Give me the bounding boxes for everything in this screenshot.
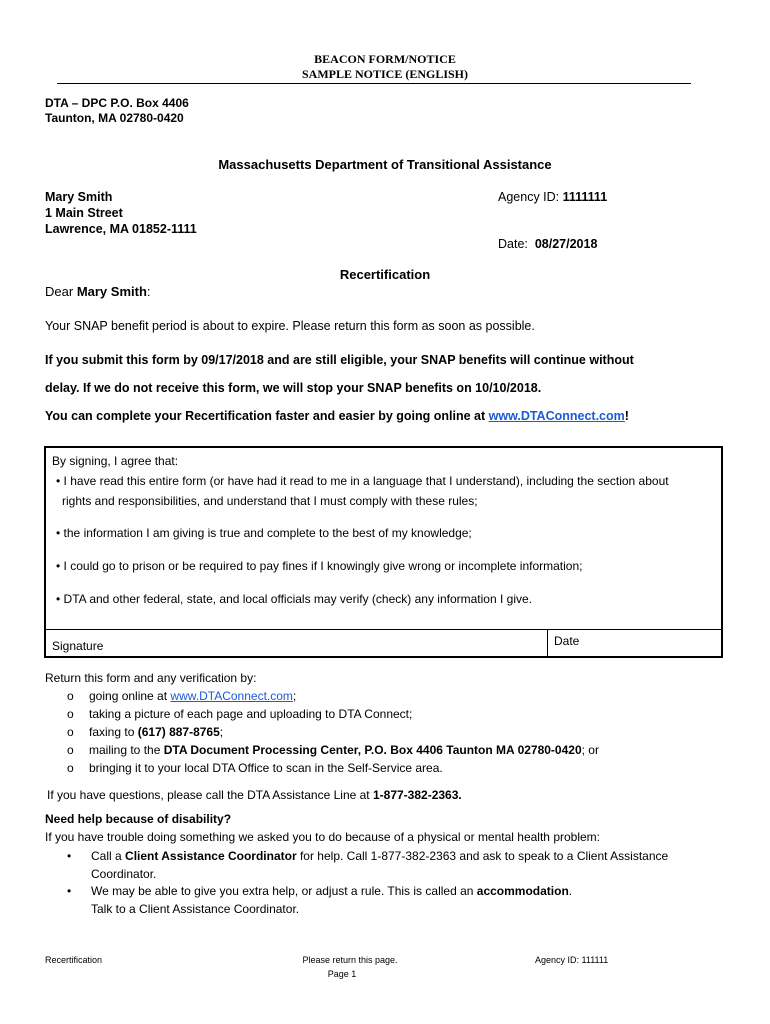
sender-address-line1: DTA – DPC P.O. Box 4406: [45, 96, 189, 110]
online-paragraph-suffix: !: [624, 409, 629, 423]
footer-form-name: Recertification: [45, 955, 103, 965]
agency-id-label: Agency ID:: [498, 190, 560, 204]
return-option-upload-text: taking a picture of each page and uploading to DTA Connect;: [89, 707, 413, 721]
recipient-city: Lawrence, MA 01852-1111: [45, 222, 197, 236]
form-header-subtitle: SAMPLE NOTICE (ENGLISH): [301, 67, 469, 81]
bullet-icon: •: [67, 849, 72, 863]
sender-address-line2: Taunton, MA 02780-0420: [45, 111, 184, 125]
disability-bullet-2-text: We may be able to give you extra help, or adjust a rule. This is called an: [91, 884, 474, 898]
return-option-mail-suffix: ; or: [581, 743, 599, 757]
signature-date-divider: [547, 629, 548, 656]
online-paragraph-text: You can complete your Recertification faster and easier by going online at: [45, 409, 486, 423]
signature-divider: [46, 629, 721, 630]
fax-number: (617) 887-8765: [137, 725, 220, 739]
bullet-icon: •: [56, 559, 61, 573]
return-option-fax-text: faxing to: [89, 725, 135, 739]
bullet-icon: •: [56, 526, 61, 540]
disability-bullet-2-suffix: .: [568, 884, 573, 898]
greeting-name: Mary Smith: [76, 284, 147, 299]
assistance-phone: 1-877-382-2363.: [372, 788, 462, 802]
date-label: Date:: [498, 237, 528, 251]
form-header-title: BEACON FORM/NOTICE: [314, 52, 456, 66]
return-intro: Return this form and any verification by:: [45, 671, 257, 685]
date-value: 08/27/2018: [534, 237, 598, 251]
disability-bullet-2: [67, 884, 572, 898]
date-field: [498, 237, 597, 251]
return-option-office: [67, 761, 443, 775]
return-option-fax: [67, 725, 223, 739]
agreement-item-1: [56, 474, 669, 488]
disability-bullet-1-text: Call a: [91, 849, 122, 863]
body-paragraph-1: Your SNAP benefit period is about to expire. Please return this form as soon as possible.: [45, 319, 535, 333]
disability-bullet-1-suffix: for help. Call 1-877-382-2363 and ask to speak to a Client Assistance: [299, 849, 669, 863]
disability-bullet-2-cont: Talk to a Client Assistance Coordinator.: [91, 902, 300, 916]
list-marker: o: [67, 743, 74, 757]
greeting-prefix: Dear: [45, 284, 74, 299]
questions-line: [47, 788, 462, 802]
agency-title: Massachusetts Department of Transitional Assistance: [218, 157, 552, 172]
return-option-online-text: going online at: [89, 689, 168, 703]
disability-heading: Need help because of disability?: [45, 812, 232, 826]
dtaconnect-link[interactable]: www.DTAConnect.com: [488, 409, 625, 423]
agreement-item-4-text: DTA and other federal, state, and local officials may verify (check) any information I give.: [63, 592, 532, 606]
online-paragraph: [45, 409, 629, 423]
list-marker: o: [67, 707, 74, 721]
bullet-icon: •: [56, 592, 61, 606]
agreement-item-1-cont: rights and responsibilities, and understand that I must comply with these rules;: [62, 494, 478, 508]
list-marker: o: [67, 725, 74, 739]
disability-bullet-1: [67, 849, 668, 863]
greeting: [45, 284, 151, 299]
return-option-office-text: bringing it to your local DTA Office to scan in the Self-Service area.: [89, 761, 443, 775]
return-option-online-suffix: ;: [292, 689, 297, 703]
bullet-icon: •: [56, 474, 61, 488]
disability-intro: If you have trouble doing something we asked you to do because of a physical or mental health problem:: [45, 830, 601, 844]
accommodation-term: accommodation: [476, 884, 569, 898]
return-option-upload: [67, 707, 412, 721]
agreement-intro: By signing, I agree that:: [52, 454, 179, 468]
recipient-name: Mary Smith: [45, 190, 113, 204]
agreement-box: [44, 446, 723, 658]
bullet-icon: •: [67, 884, 72, 898]
return-option-online: [67, 689, 296, 703]
greeting-suffix: :: [146, 284, 151, 299]
return-option-mail-text: mailing to the: [89, 743, 161, 757]
questions-text: If you have questions, please call the DTA Assistance Line at: [47, 788, 370, 802]
list-marker: o: [67, 689, 74, 703]
recipient-street: 1 Main Street: [45, 206, 123, 220]
subject-heading: Recertification: [339, 267, 431, 282]
agreement-item-2-text: the information I am giving is true and complete to the best of my knowledge;: [63, 526, 472, 540]
agency-id-field: [498, 190, 607, 204]
footer-agency-id: Agency ID: 111111: [535, 955, 609, 965]
list-marker: o: [67, 761, 74, 775]
deadline-paragraph-line2: delay. If we do not receive this form, we will stop your SNAP benefits on 10/10/2018.: [45, 381, 542, 395]
agreement-item-1-text: I have read this entire form (or have had it read to me in a language that I understand), including the section about: [63, 474, 669, 488]
footer-page-number: Page 1: [327, 969, 357, 979]
return-dtaconnect-link[interactable]: www.DTAConnect.com: [170, 689, 293, 703]
agreement-item-2: [56, 526, 472, 540]
agreement-item-3: [56, 559, 583, 573]
header-divider: [57, 83, 691, 84]
agreement-item-3-text: I could go to prison or be required to pay fines if I knowingly give wrong or incomplete information;: [63, 559, 583, 573]
return-option-mail: [67, 743, 599, 757]
client-assistance-coordinator: Client Assistance Coordinator: [125, 849, 297, 863]
signature-field[interactable]: Signature: [52, 639, 104, 653]
return-option-fax-suffix: ;: [219, 725, 224, 739]
footer-return-note: Please return this page.: [302, 955, 398, 965]
agency-id-value: 1111111: [562, 190, 608, 204]
disability-bullet-1-cont: Coordinator.: [91, 867, 157, 881]
mailing-address: DTA Document Processing Center, P.O. Box 4406 Taunton MA 02780-0420: [163, 743, 582, 757]
date-signature-field[interactable]: Date: [554, 634, 580, 648]
agreement-item-4: [56, 592, 532, 606]
deadline-paragraph-line1: If you submit this form by 09/17/2018 and are still eligible, your SNAP benefits will continue without: [45, 353, 634, 367]
